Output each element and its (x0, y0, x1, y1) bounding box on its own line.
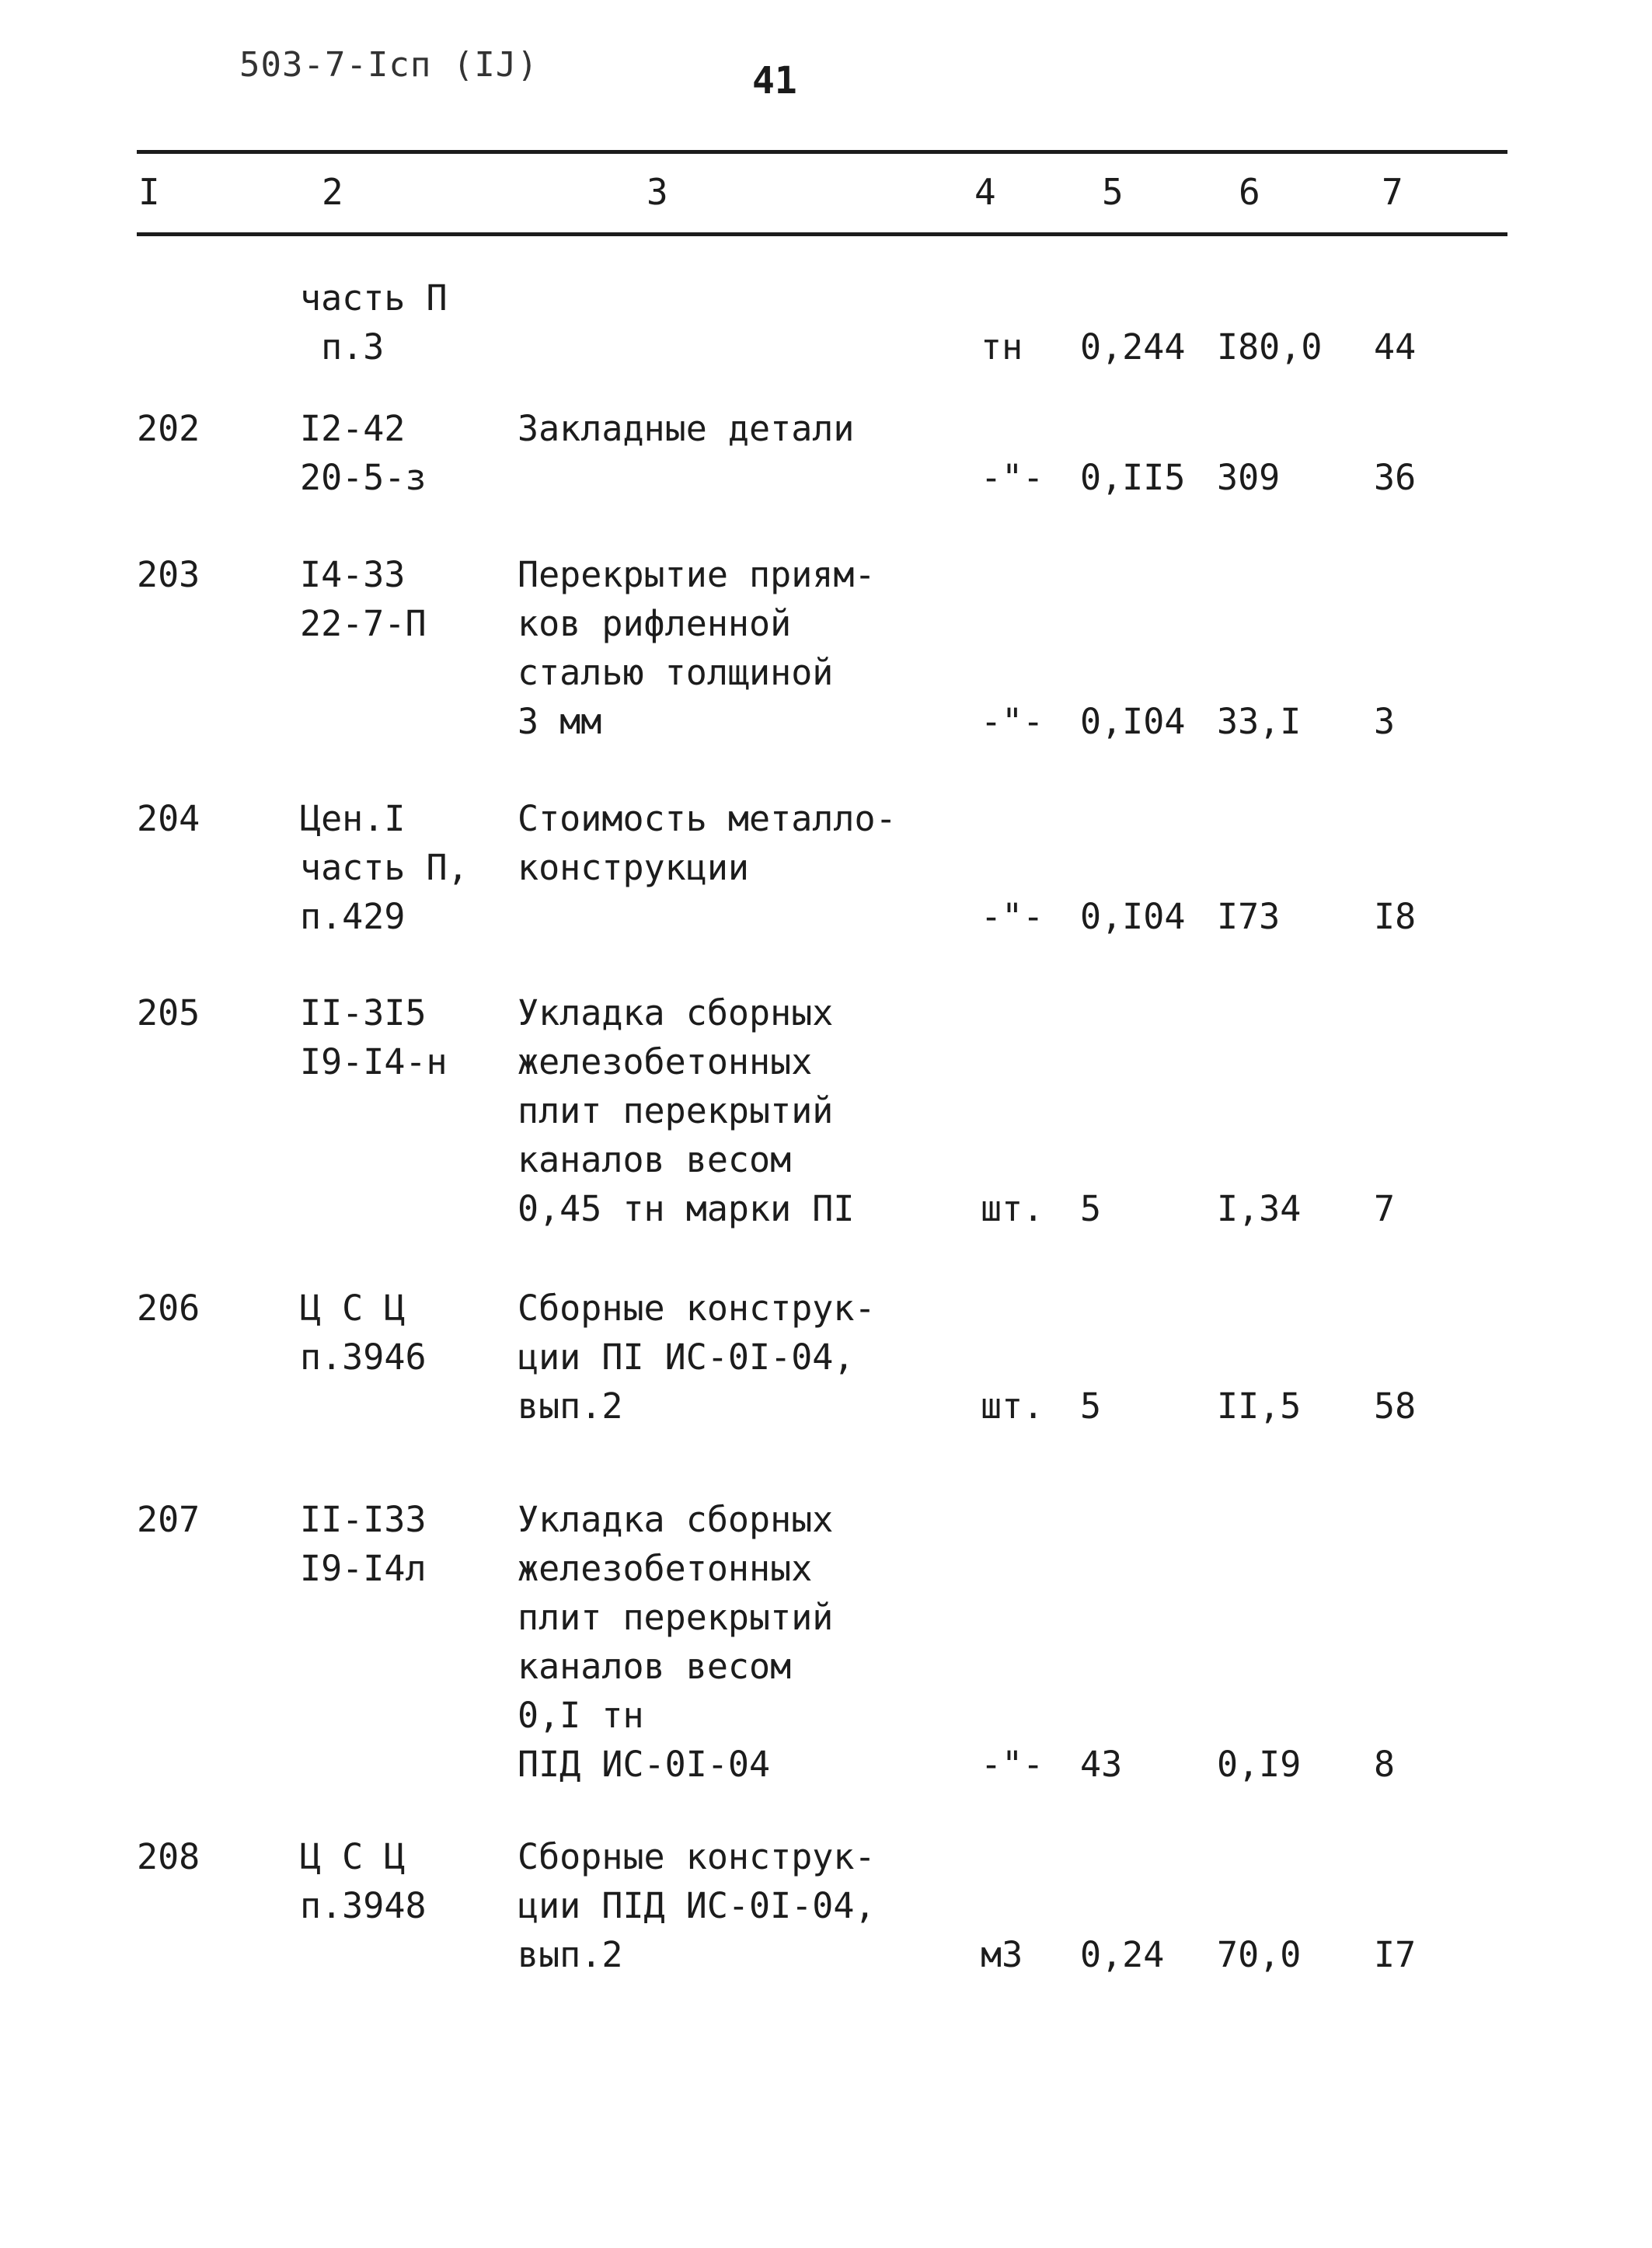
row-description-line: ков рифленной (518, 603, 792, 644)
row-total: 7 (1374, 1188, 1396, 1229)
row-reference-line: 22-7-П (300, 603, 427, 644)
row-reference-line: п.429 (300, 896, 406, 937)
row-number: 202 (137, 408, 200, 449)
row-reference-line: п.3946 (300, 1337, 427, 1378)
row-quantity: 5 (1080, 1188, 1102, 1229)
row-description-line: железобетонных (518, 1041, 813, 1082)
row-reference-line: часть П (300, 277, 448, 319)
row-number: 207 (137, 1499, 200, 1540)
row-unit: -"- (981, 701, 1044, 742)
row-quantity: 0,II5 (1080, 457, 1186, 498)
row-total: I7 (1374, 1934, 1417, 1975)
row-reference-line: п.3 (300, 326, 385, 368)
row-description-line: плит перекрытий (518, 1597, 834, 1638)
row-unit-price: 309 (1217, 457, 1281, 498)
row-quantity: 0,I04 (1080, 701, 1186, 742)
row-description-line: 0,45 тн марки ПI (518, 1188, 855, 1229)
column-header-4: 4 (974, 171, 996, 213)
row-reference-line: часть П, (300, 847, 469, 888)
row-reference-line: I2-42 (300, 408, 406, 449)
row-total: 58 (1374, 1385, 1417, 1427)
row-reference-line: п.3948 (300, 1885, 427, 1926)
row-unit-price: 70,0 (1217, 1934, 1302, 1975)
row-unit: шт. (981, 1385, 1044, 1427)
row-description-line: вып.2 (518, 1385, 623, 1427)
row-total: 8 (1374, 1744, 1396, 1785)
row-unit-price: 0,I9 (1217, 1744, 1302, 1785)
row-description-line: Стоимость металло- (518, 798, 897, 839)
row-number: 208 (137, 1836, 200, 1877)
row-total: 44 (1374, 326, 1417, 368)
column-header-3: 3 (647, 171, 668, 213)
row-total: I8 (1374, 896, 1417, 937)
row-description-line: ции ПI ИС-0I-04, (518, 1337, 855, 1378)
row-number: 205 (137, 992, 200, 1033)
row-description-line: плит перекрытий (518, 1090, 834, 1131)
row-description-line: 3 мм (518, 701, 602, 742)
row-quantity: 5 (1080, 1385, 1102, 1427)
row-description-line: 0,I тн (518, 1695, 644, 1736)
row-number: 206 (137, 1288, 200, 1329)
row-description-line: Закладные детали (518, 408, 855, 449)
row-description-line: Перекрытие приям- (518, 554, 876, 595)
column-header-7: 7 (1382, 171, 1403, 213)
document-code: 503-7-Icп (IJ) (239, 45, 538, 85)
row-description-line: Сборные конструк- (518, 1836, 876, 1877)
row-number: 204 (137, 798, 200, 839)
row-reference-line: Ц С Ц (300, 1836, 406, 1877)
column-header-1: I (138, 171, 160, 213)
row-quantity: 0,244 (1080, 326, 1186, 368)
row-unit-price: I73 (1217, 896, 1281, 937)
row-unit: м3 (981, 1934, 1023, 1975)
row-total: 3 (1374, 701, 1396, 742)
row-number: 203 (137, 554, 200, 595)
column-header-2: 2 (322, 171, 343, 213)
row-unit-price: 33,I (1217, 701, 1302, 742)
row-description-line: ПIД ИС-0I-04 (518, 1744, 771, 1785)
row-description-line: железобетонных (518, 1548, 813, 1589)
row-reference-line: I9-I4-н (300, 1041, 448, 1082)
row-description-line: каналов весом (518, 1646, 792, 1687)
row-reference-line: Цен.I (300, 798, 406, 839)
row-total: 36 (1374, 457, 1417, 498)
row-quantity: 0,24 (1080, 1934, 1165, 1975)
table-header-rule (137, 232, 1507, 236)
row-quantity: 0,I04 (1080, 896, 1186, 937)
row-unit: шт. (981, 1188, 1044, 1229)
row-reference-line: I4-33 (300, 554, 406, 595)
row-reference-line: 20-5-з (300, 457, 427, 498)
row-description-line: вып.2 (518, 1934, 623, 1975)
column-header-5: 5 (1102, 171, 1124, 213)
row-unit-price: II,5 (1217, 1385, 1302, 1427)
row-unit: тн (981, 326, 1023, 368)
row-description-line: каналов весом (518, 1139, 792, 1180)
row-description-line: Укладка сборных (518, 992, 834, 1033)
row-reference-line: Ц С Ц (300, 1288, 406, 1329)
row-unit: -"- (981, 457, 1044, 498)
row-unit: -"- (981, 896, 1044, 937)
row-unit-price: I80,0 (1217, 326, 1323, 368)
column-header-6: 6 (1239, 171, 1260, 213)
row-reference-line: II-I33 (300, 1499, 427, 1540)
row-description-line: ции ПIД ИС-0I-04, (518, 1885, 876, 1926)
row-reference-line: II-3I5 (300, 992, 427, 1033)
row-description-line: Сборные конструк- (518, 1288, 876, 1329)
row-description-line: сталью толщиной (518, 652, 834, 693)
page-number: 41 (752, 59, 797, 103)
row-reference-line: I9-I4л (300, 1548, 427, 1589)
row-quantity: 43 (1080, 1744, 1123, 1785)
row-unit-price: I,34 (1217, 1188, 1302, 1229)
row-unit: -"- (981, 1744, 1044, 1785)
row-description-line: конструкции (518, 847, 750, 888)
row-description-line: Укладка сборных (518, 1499, 834, 1540)
table-top-rule (137, 150, 1507, 154)
